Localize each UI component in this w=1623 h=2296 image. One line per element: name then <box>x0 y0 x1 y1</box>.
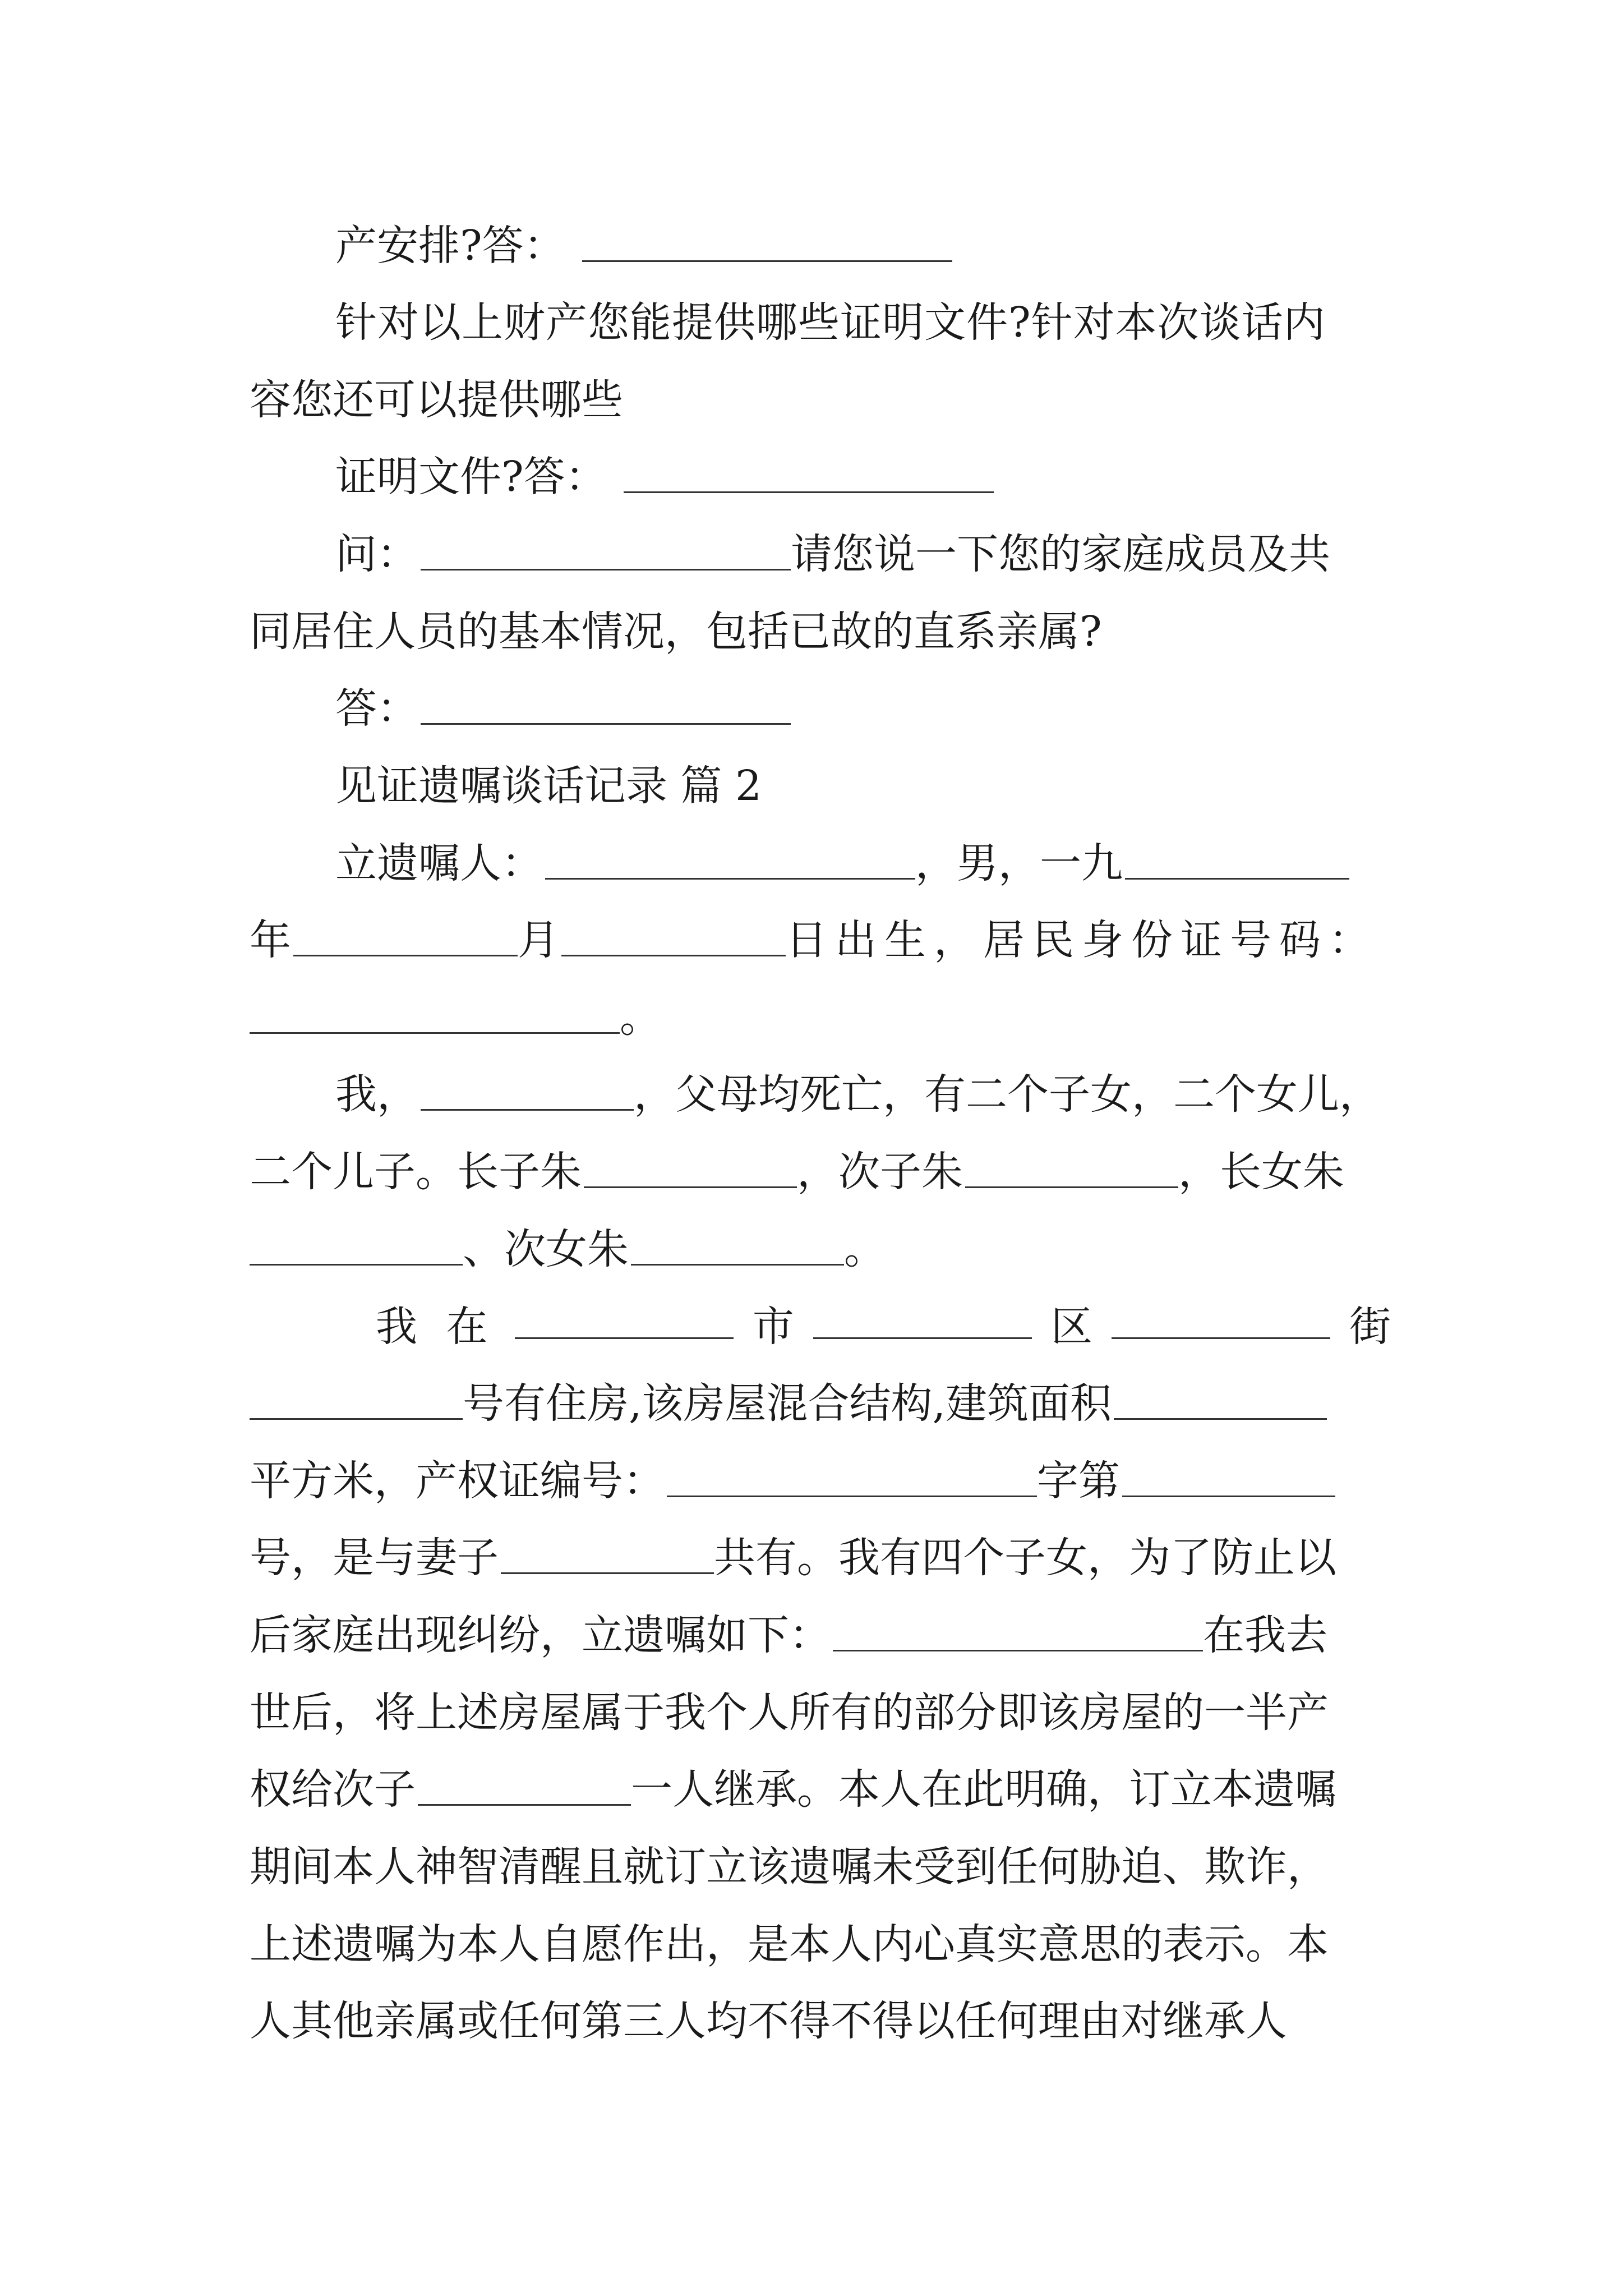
fill-in-blank[interactable] <box>418 1763 631 1806</box>
text-line <box>335 292 1390 353</box>
fill-in-blank[interactable] <box>1122 1454 1335 1497</box>
text-line <box>335 1064 1401 1125</box>
fill-in-blank[interactable] <box>1114 1377 1327 1420</box>
fill-in-blank[interactable] <box>250 1222 463 1266</box>
text-segment: 同居住人员的基本情况，包括已故的直系亲属? <box>250 608 1102 656</box>
text-line <box>335 523 1390 585</box>
text-line <box>335 215 1401 277</box>
text-segment: 号有住房,该房屋混合结构,建筑面积 <box>463 1379 1112 1428</box>
fill-in-blank[interactable] <box>631 1222 844 1266</box>
text-segment: 月 <box>518 916 559 964</box>
text-segment: 年 <box>250 916 291 964</box>
text-line <box>250 1682 1399 1743</box>
text-segment: 区 <box>1050 1303 1092 1351</box>
fill-in-blank[interactable] <box>501 1531 714 1574</box>
text-segment: 一人继承。本人在此明确，订立本遗嘱 <box>631 1765 1336 1814</box>
text-segment: ，父母均死亡，有二个子女，二个女儿， <box>634 1070 1381 1119</box>
text-line <box>250 987 923 1048</box>
fill-in-blank[interactable] <box>813 1296 1032 1339</box>
text-segment: 字第 <box>1037 1457 1120 1505</box>
text-segment: 我 在 <box>376 1303 496 1351</box>
fill-in-blank[interactable] <box>250 1377 463 1420</box>
text-line <box>250 1913 1416 1975</box>
text-line <box>250 1836 1416 1898</box>
text-line <box>250 1373 1399 1434</box>
text-line <box>250 1218 1091 1280</box>
fill-in-blank[interactable] <box>421 682 791 725</box>
fill-in-blank[interactable] <box>250 991 620 1034</box>
text-line <box>335 678 1008 739</box>
fill-in-blank[interactable] <box>667 1454 1037 1497</box>
text-segment: 请您说一下您的家庭成员及共 <box>791 530 1330 578</box>
text-segment: 期间本人神智清醒且就订立该遗嘱未受到任何胁迫、欺诈， <box>250 1843 1329 1891</box>
text-segment: 答： <box>335 684 418 733</box>
text-segment: 上述遗嘱为本人自愿作出，是本人内心真实意思的表示。本 <box>250 1920 1329 1968</box>
text-segment: 后家庭出现纠纷，立遗嘱如下： <box>250 1611 831 1659</box>
text-segment: 针对以上财产您能提供哪些证明文件?针对本次谈话内 <box>335 298 1326 347</box>
text-line <box>250 369 923 431</box>
text-segment: 人其他亲属或任何第三人均不得不得以任何理由对继承人 <box>250 1997 1287 2045</box>
fill-in-blank[interactable] <box>293 913 518 956</box>
text-segment: 问： <box>335 530 418 578</box>
text-line <box>335 832 1390 894</box>
text-segment: 、次女朱 <box>463 1225 629 1273</box>
text-segment: 。 <box>620 993 661 1042</box>
fill-in-blank[interactable] <box>515 1296 734 1339</box>
fill-in-blank[interactable] <box>561 913 786 956</box>
text-line <box>250 909 1378 971</box>
fill-in-blank[interactable] <box>833 1608 1203 1651</box>
text-segment: 立遗嘱人： <box>335 839 543 887</box>
fill-in-blank[interactable] <box>421 1068 634 1111</box>
text-segment: 平方米，产权证编号： <box>250 1457 665 1505</box>
text-segment: 共有。我有四个子女，为了防止以 <box>714 1534 1336 1582</box>
text-segment: 。 <box>844 1225 886 1273</box>
text-line <box>335 446 1177 508</box>
text-segment: 号，是与妻子 <box>250 1534 499 1582</box>
fill-in-blank[interactable] <box>1112 1296 1330 1339</box>
text-segment: 产安排?答： <box>335 222 565 270</box>
text-segment: ，男，一九 <box>915 839 1123 887</box>
fill-in-blank[interactable] <box>584 1145 797 1188</box>
text-segment: 市 <box>752 1303 794 1351</box>
text-segment: 见证遗嘱谈话记录 篇 2 <box>335 762 762 810</box>
text-segment: 我， <box>335 1070 418 1119</box>
text-segment: 世后，将上述房屋属于我个人所有的部分即该房屋的一半产 <box>250 1688 1329 1737</box>
text-line <box>250 1990 1416 2052</box>
section-heading <box>335 755 1008 817</box>
text-line <box>376 1296 1391 1358</box>
text-segment: 在我去 <box>1203 1611 1327 1659</box>
fill-in-blank[interactable] <box>545 836 915 880</box>
text-line <box>250 601 1371 662</box>
text-segment: 日出生，居民身份证号码： <box>786 916 1378 964</box>
text-line <box>250 1759 1399 1820</box>
text-segment: 二个儿子。长子朱 <box>250 1148 582 1196</box>
text-line <box>250 1604 1399 1666</box>
text-segment: 街 <box>1349 1303 1391 1351</box>
text-line <box>250 1450 1399 1512</box>
text-line <box>250 1527 1399 1589</box>
text-segment: ，次子朱 <box>797 1148 963 1196</box>
text-segment: ，长女朱 <box>1178 1148 1344 1196</box>
fill-in-blank[interactable] <box>1125 836 1349 880</box>
fill-in-blank[interactable] <box>624 450 994 493</box>
fill-in-blank[interactable] <box>421 527 791 570</box>
text-segment: 证明文件?答： <box>335 453 607 501</box>
fill-in-blank[interactable] <box>582 219 952 262</box>
text-line <box>250 1141 1399 1203</box>
text-segment: 权给次子 <box>250 1765 416 1814</box>
text-segment: 容您还可以提供哪些 <box>250 376 623 424</box>
fill-in-blank[interactable] <box>965 1145 1178 1188</box>
